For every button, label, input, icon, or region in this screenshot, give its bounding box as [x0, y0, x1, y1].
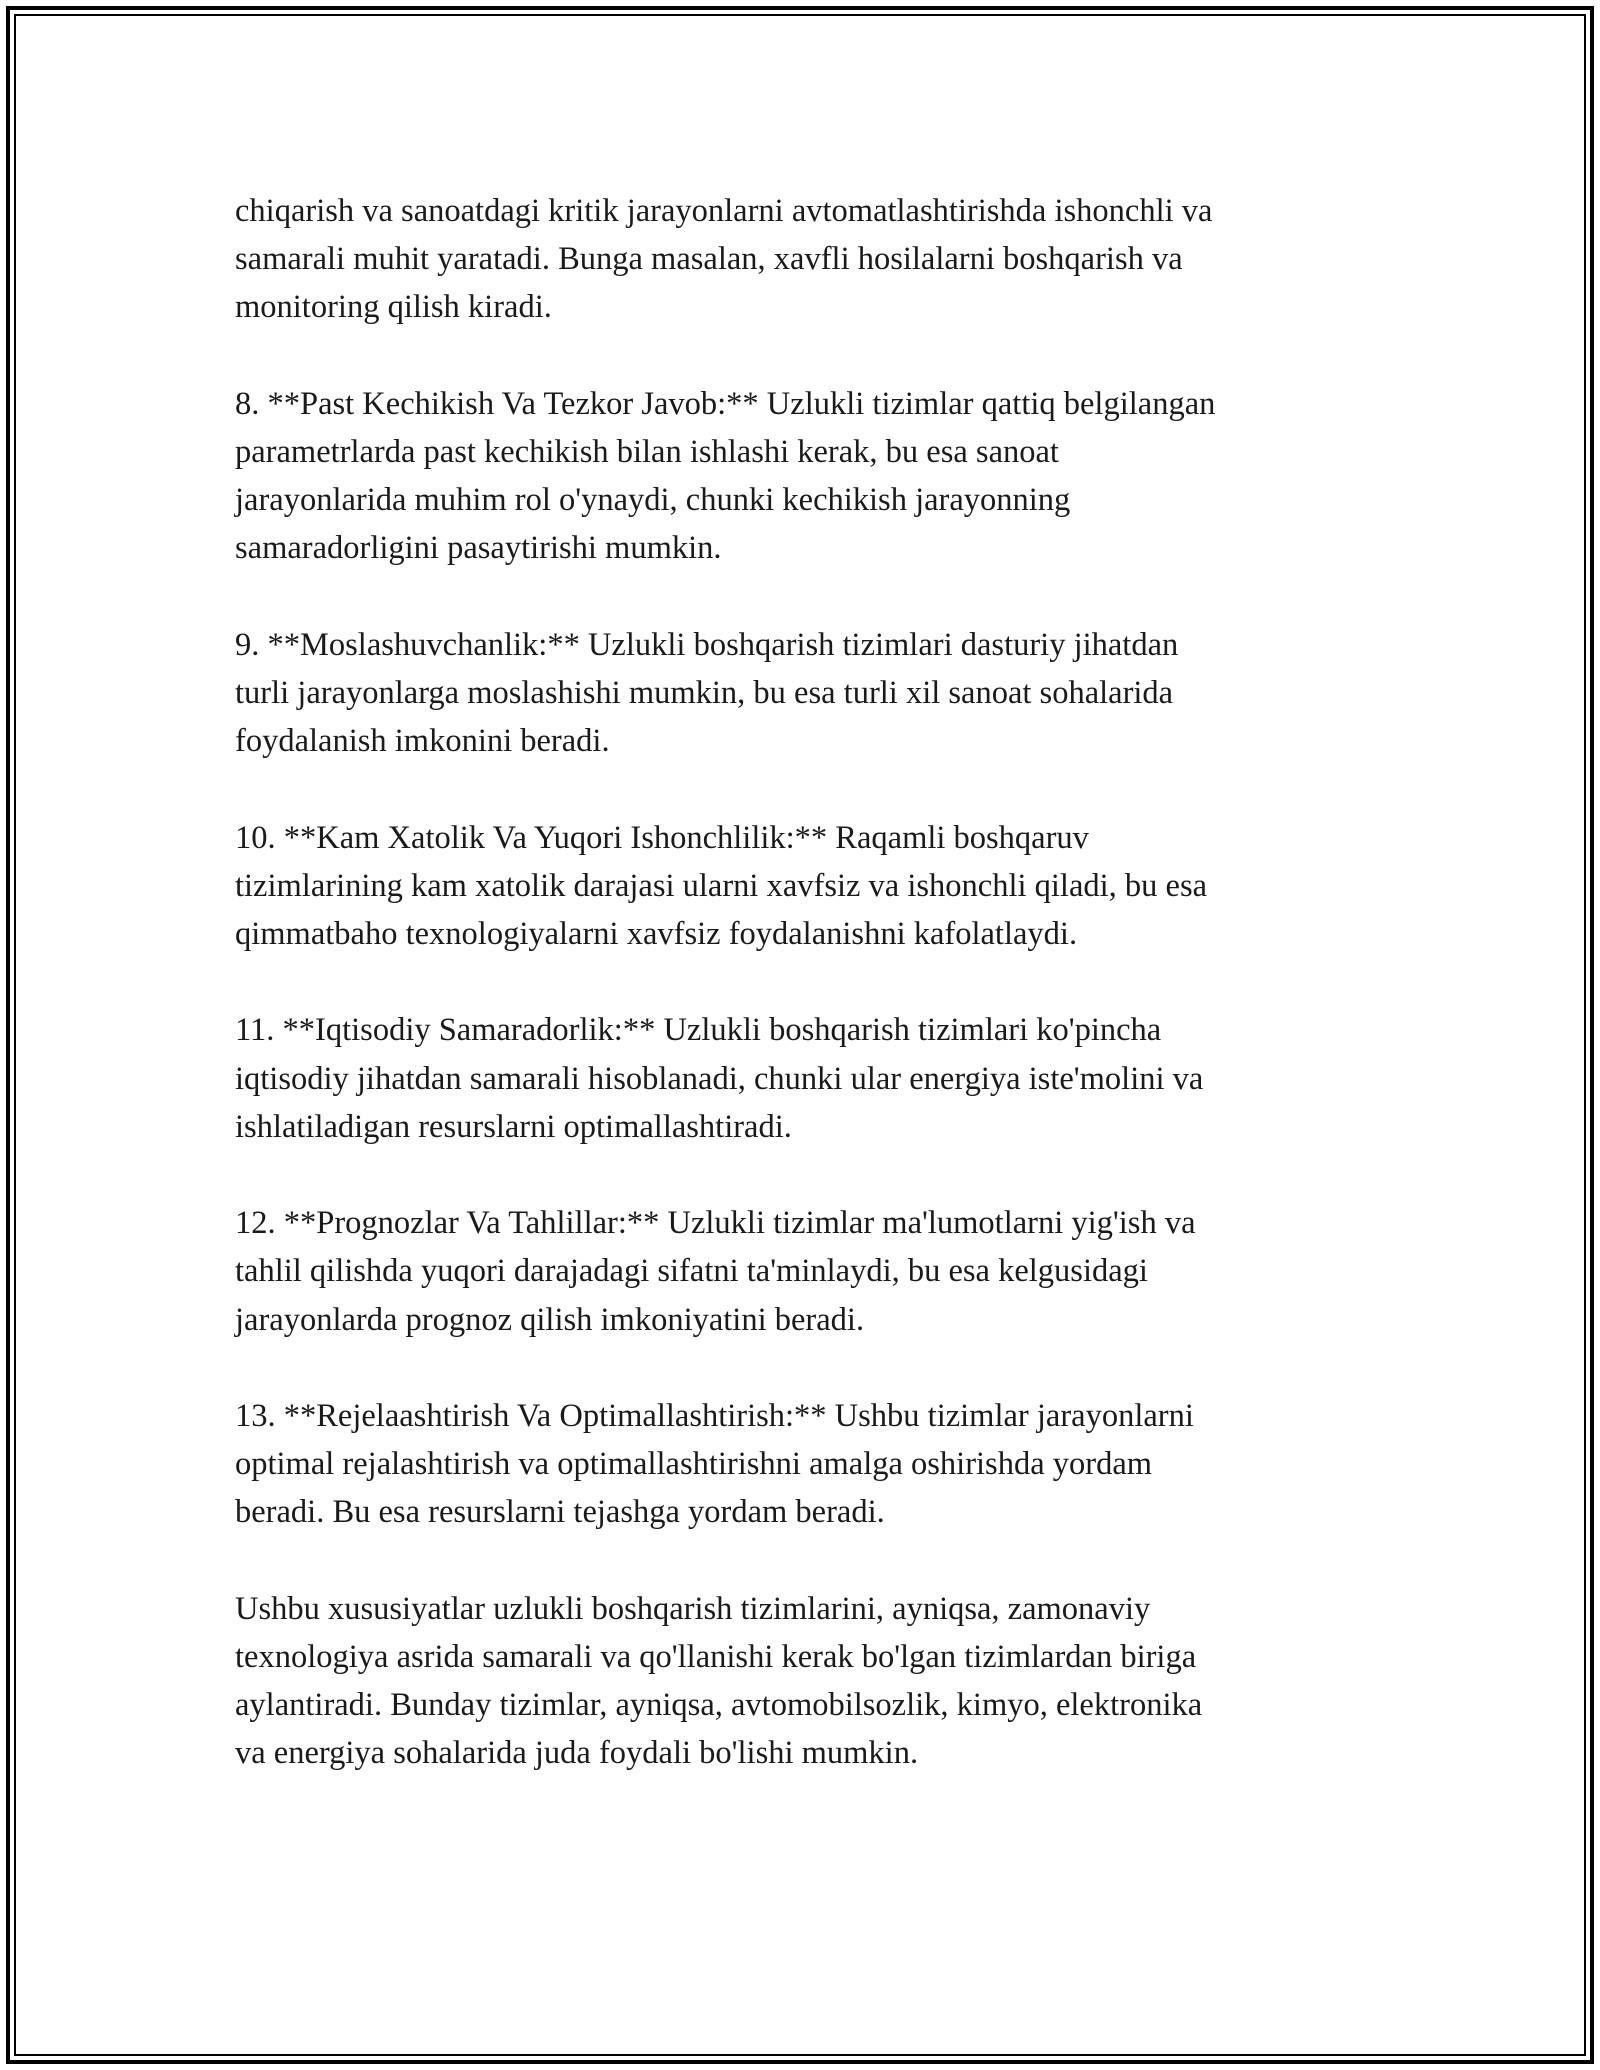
- text-line: Ushbu xususiyatlar uzlukli boshqarish tizimlarini, ayniqsa, zamonaviy: [235, 1590, 1151, 1627]
- text-line: monitoring qilish kiradi.: [235, 289, 552, 326]
- document-body: [235, 187, 1385, 1826]
- text-line: 12. **Prognozlar Va Tahlillar:** Uzlukli tizimlar ma'lumotlarni yig'ish va: [235, 1205, 1196, 1242]
- text-line: va energiya sohalarida juda foydali bo'lishi mumkin.: [235, 1735, 919, 1772]
- text-line: 13. **Rejelaashtirish Va Optimallashtirish:** Ushbu tizimlar jarayonlarni: [235, 1397, 1194, 1434]
- text-line: tizimlarining kam xatolik darajasi ularni xavfsiz va ishonchli qiladi, bu esa: [235, 867, 1208, 904]
- text-line: iqtisodiy jihatdan samarali hisoblanadi, chunki ular energiya iste'molini va: [235, 1060, 1204, 1097]
- text-line: jarayonlarida muhim rol o'ynaydi, chunki kechikish jarayonning: [235, 482, 1071, 519]
- text-line: 9. **Moslashuvchanlik:** Uzlukli boshqarish tizimlari dasturiy jihatdan: [235, 626, 1179, 663]
- paragraph-conclusion: [235, 1585, 1385, 1778]
- list-item-11: [235, 1006, 1385, 1151]
- text-line: samaradorligini pasaytirishi mumkin.: [235, 530, 722, 567]
- text-line: aylantiradi. Bunday tizimlar, ayniqsa, avtomobilsozlik, kimyo, elektronika: [235, 1687, 1203, 1724]
- text-line: turli jarayonlarga moslashishi mumkin, bu esa turli xil sanoat sohalarida: [235, 675, 1174, 711]
- paragraph-intro-continuation: [235, 187, 1385, 332]
- text-line: 11. **Iqtisodiy Samaradorlik:** Uzlukli boshqarish tizimlari ko'pincha: [235, 1012, 1162, 1049]
- text-line: beradi. Bu esa resurslarni tejashga yordam beradi.: [235, 1494, 885, 1531]
- text-line: 10. **Kam Xatolik Va Yuqori Ishonchlilik:** Raqamli boshqaruv: [235, 819, 1089, 856]
- list-item-13: [235, 1392, 1385, 1537]
- list-item-12: [235, 1199, 1385, 1344]
- text-line: jarayonlarda prognoz qilish imkoniyatini beradi.: [235, 1301, 865, 1338]
- text-line: tahlil qilishda yuqori darajadagi sifatni ta'minlaydi, bu esa kelgusidagi: [235, 1253, 1148, 1290]
- text-line: optimal rejalashtirish va optimallashtirishni amalga oshirishda yordam: [235, 1446, 1153, 1483]
- text-line: texnologiya asrida samarali va qo'llanishi kerak bo'lgan tizimlardan biriga: [235, 1638, 1197, 1675]
- list-item-8: [235, 380, 1385, 573]
- text-line: foydalanish imkonini beradi.: [235, 723, 610, 760]
- list-item-10: [235, 814, 1385, 959]
- text-line: 8. **Past Kechikish Va Tezkor Javob:** Uzlukli tizimlar qattiq belgilangan: [235, 385, 1216, 422]
- text-line: ishlatiladigan resurslarni optimallashtiradi.: [235, 1108, 792, 1145]
- text-line: samarali muhit yaratadi. Bunga masalan, xavfli hosilalarni boshqarish va: [235, 241, 1183, 278]
- text-line: qimmatbaho texnologiyalarni xavfsiz foydalanishni kafolatlaydi.: [235, 916, 1078, 952]
- text-line: parametrlarda past kechikish bilan ishlashi kerak, bu esa sanoat: [235, 434, 1059, 470]
- list-item-9: [235, 621, 1385, 766]
- text-line: chiqarish va sanoatdagi kritik jarayonlarni avtomatlashtirishda ishonchli va: [235, 193, 1213, 229]
